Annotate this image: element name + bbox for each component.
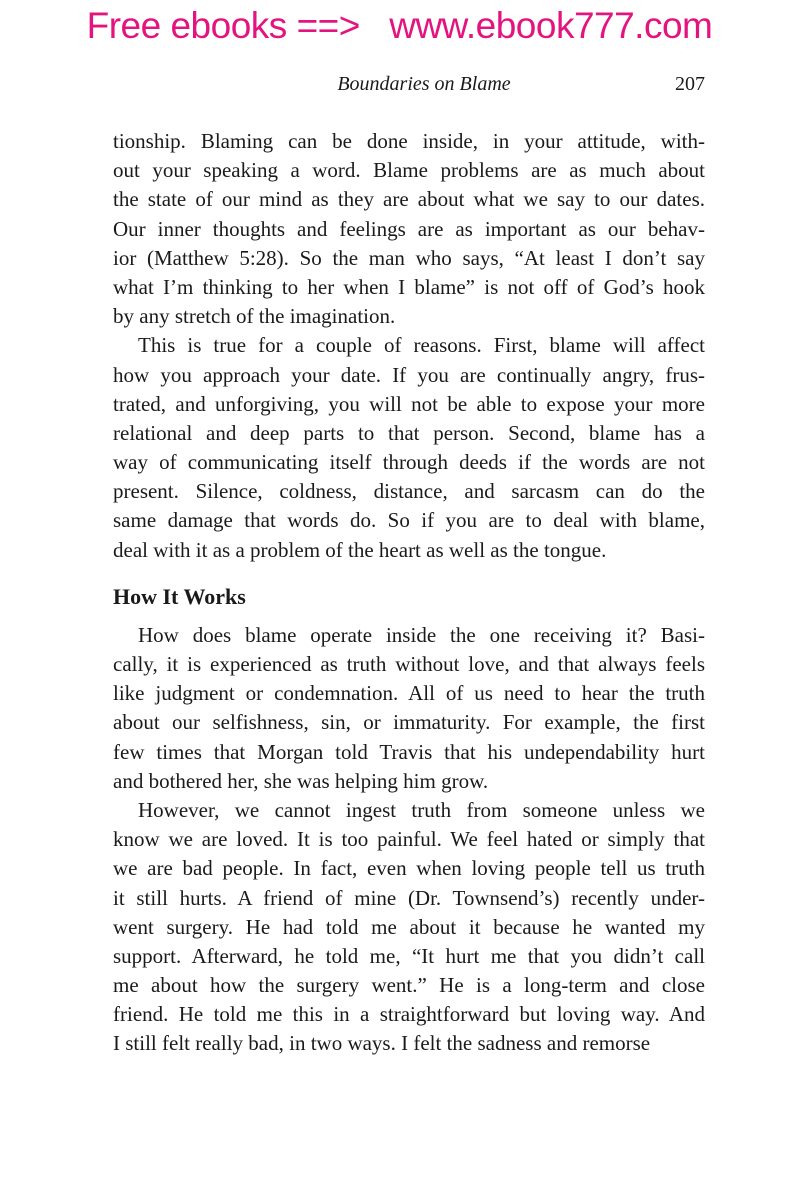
text-line: cally, it is experienced as truth without love, and that always feels <box>113 652 705 676</box>
section-heading: How It Works <box>113 583 246 609</box>
text-line: same damage that words do. So if you are to deal with blame, <box>113 508 705 533</box>
text-line: and bothered her, she was helping him grow. <box>113 768 489 793</box>
text-line: went surgery. He had told me about it because he wanted my <box>113 914 705 939</box>
text-line: about our selfishness, sin, or immaturity. For example, the first <box>113 710 705 735</box>
watermark-banner[interactable]: Free ebooks ==> www.ebook777.com <box>86 5 713 46</box>
text-line: deal with it as a problem of the heart as well as the tongue. <box>113 537 607 562</box>
paragraph <box>113 127 705 331</box>
running-title: Boundaries on Blame <box>337 73 511 95</box>
text-line: friend. He told me this in a straightforward but loving way. And <box>113 1002 705 1027</box>
text-line: out your speaking a word. Blame problems are as much about <box>113 158 705 183</box>
page-number: 207 <box>675 73 705 95</box>
text-line: we are bad people. In fact, even when loving people tell us truth <box>113 856 705 881</box>
text-line: how you approach your date. If you are continually angry, frus- <box>113 362 705 387</box>
text-line: it still hurts. A friend of mine (Dr. Townsend’s) recently under- <box>113 885 705 910</box>
text-line: support. Afterward, he told me, “It hurt me that you didn’t call <box>113 943 705 968</box>
text-line: ior (Matthew 5:28). So the man who says, “At least I don’t say <box>113 245 705 270</box>
paragraph <box>113 331 705 565</box>
text-line: Our inner thoughts and feelings are as important as our behav- <box>113 216 705 241</box>
text-line: what I’m thinking to her when I blame” is not off of God’s hook <box>113 274 705 299</box>
text-line: tionship. Blaming can be done inside, in your attitude, with- <box>113 129 705 153</box>
text-line: know we are loved. It is too painful. We feel hated or simply that <box>113 827 705 852</box>
text-line: This is true for a couple of reasons. First, blame will affect <box>138 333 705 358</box>
text-line: by any stretch of the imagination. <box>113 304 396 329</box>
text-line: few times that Morgan told Travis that his undependability hurt <box>113 739 705 764</box>
text-line: present. Silence, coldness, distance, and sarcasm can do the <box>113 479 705 504</box>
running-header <box>113 70 705 100</box>
text-line: I still felt really bad, in two ways. I felt the sadness and remorse <box>113 1031 651 1056</box>
text-line: the state of our mind as they are about what we say to our dates. <box>113 187 705 212</box>
text-line: However, we cannot ingest truth from someone unless we <box>138 797 705 822</box>
text-line: me about how the surgery went.” He is a long-term and close <box>113 973 705 998</box>
text-line: trated, and unforgiving, you will not be able to expose your more <box>113 391 705 416</box>
text-line: How does blame operate inside the one receiving it? Basi- <box>138 622 705 647</box>
page-body <box>113 127 705 1059</box>
text-line: like judgment or condemnation. All of us need to hear the truth <box>113 681 705 706</box>
text-line: way of communicating itself through deeds if the words are not <box>113 450 705 475</box>
paragraph <box>113 621 705 796</box>
paragraph <box>113 796 705 1059</box>
text-line: relational and deep parts to that person. Second, blame has a <box>113 420 705 445</box>
